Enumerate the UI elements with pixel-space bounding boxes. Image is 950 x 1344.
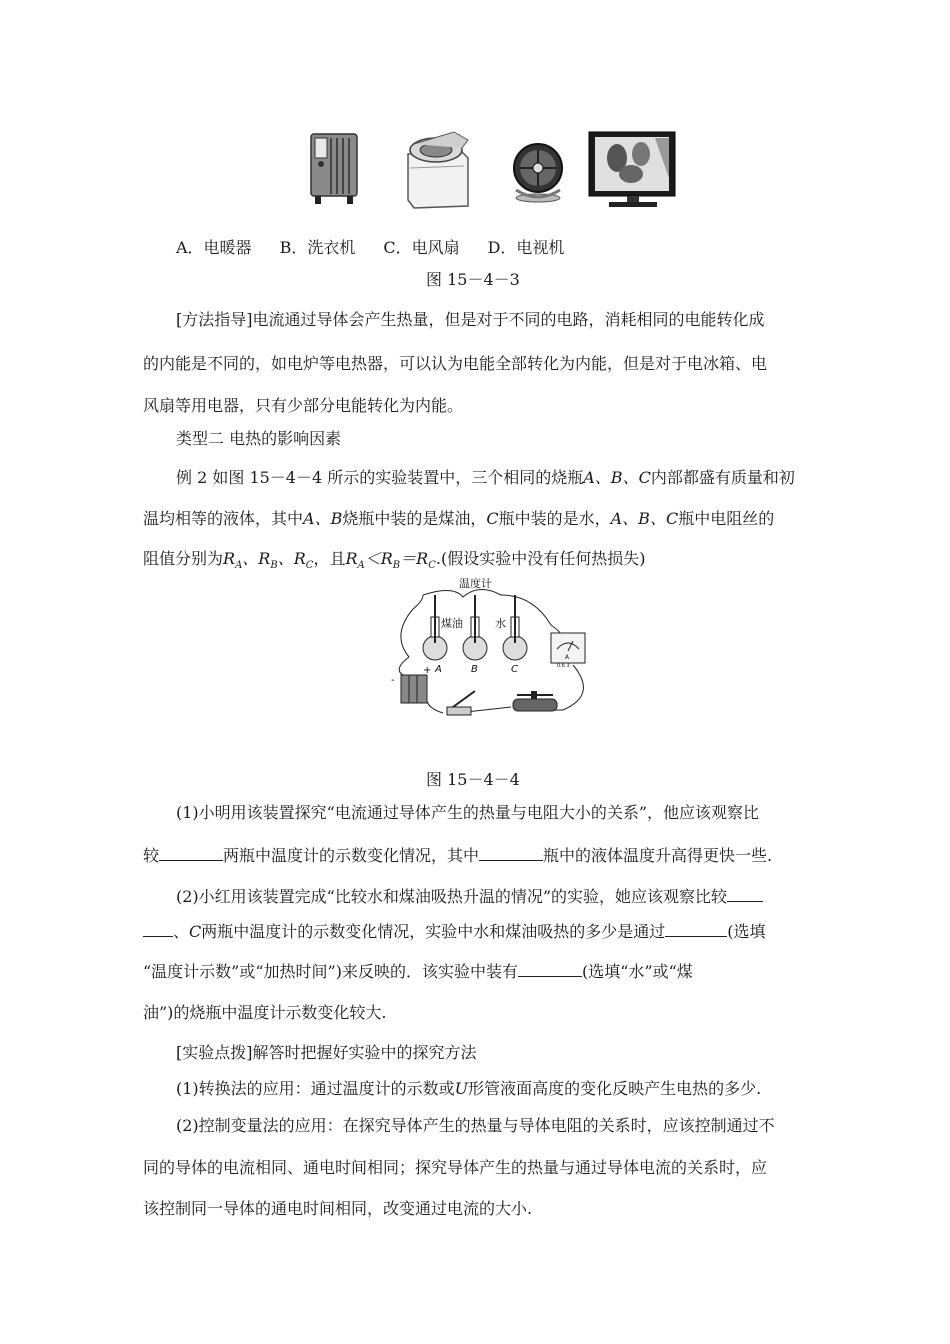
question2-line-3: “温度计示数”或“加热时间”)来反映的．该实验中装有 (选填“水”或“煤 [143,962,693,981]
tips-line-3: 同的导体的电流相同、通电时间相同；探究导体产生的热量与通过导体电流的关系时，应 [143,1158,768,1177]
question2-line-2: 、C两瓶中温度计的示数变化情况，实验中水和煤油吸热的多少是通过 (选填 [143,919,766,942]
label-a: A [435,664,442,675]
option-c: C．电风扇 [383,238,460,257]
battery-plus: + [423,665,432,676]
answer-blank-1[interactable] [159,846,223,861]
tips-line-1: (1)转换法的应用：通过温度计的示数或U形管液面高度的变化反映产生电热的多少. [176,1079,762,1098]
method-guide-line-1: [方法指导]电流通过导体会产生热量，但是对于不同的电路，消耗相同的电能转化成 [176,310,765,329]
option-d: D．电视机 [487,238,565,257]
electric-heater-icon [305,128,365,208]
method-guide-line-3: 风扇等用电器，只有少部分电能转化为内能。 [143,396,464,415]
example2-line-3: 阻值分别为$R_A$、$R_B$、$R_C$，且$R_A<R_B=R_C$.(假设实验中没有任何热损失) [143,549,646,572]
tips-heading: [实验点拨]解答时把握好实验中的探究方法 [176,1043,477,1062]
label-thermometer: 温度计 [459,577,492,590]
question1-line-2: 较 两瓶中温度计的示数变化情况，其中 瓶中的液体温度升高得更快一些. [143,846,773,865]
tips-line-2: (2)控制变量法的应用：在探究导体产生的热量与导体电阻的关系时，应该控制通过不 [176,1116,775,1135]
question2-line-1: (2)小红用该装置完成“比较水和煤油吸热升温的情况”的实验，她应该观察比较 [176,884,763,907]
option-a: A．电暖器 [176,238,252,257]
washing-machine-icon [398,128,478,210]
label-water: 水 [495,617,506,630]
question1-line-1: (1)小明用该装置探究“电流通过导体产生的热量与电阻大小的关系”，他应该观察比 [176,803,760,822]
circuit-diagram [383,575,603,725]
method-guide-line-2: 的内能是不同的，如电炉等电热器，可以认为电能全部转化为内能，但是对于电冰箱、电 [143,354,768,373]
ammeter-scale: 0.6 3 [557,663,570,669]
answer-blank-4[interactable] [665,922,727,937]
label-c: C [511,664,518,675]
ammeter-label: A [565,654,570,661]
label-b: B [471,664,478,675]
answer-blank-3b[interactable] [143,922,173,937]
answer-blank-2[interactable] [479,846,543,861]
appliance-options [176,235,564,258]
television-icon [587,128,679,210]
tips-line-4: 该控制同一导体的通电时间相同，改变通过电流的大小. [143,1199,533,1218]
example2-line-2: 温均相等的液体，其中A、B烧瓶中装的是煤油，C瓶中装的是水，A、B、C瓶中电阻丝的 [143,509,775,528]
question2-line-4: 油”)的烧瓶中温度计示数变化较大. [143,1003,387,1022]
label-kerosene: 煤油 [441,617,463,630]
type2-heading: 类型二 电热的影响因素 [176,429,342,448]
example2-line-1: 例 2 如图 15－4－4 所示的实验装置中，三个相同的烧瓶A、B、C内部都盛有质量和初 [176,468,795,487]
answer-blank-3a[interactable] [727,887,763,902]
figure-caption-15-4-3: 图 15－4－3 [426,270,520,289]
answer-blank-5[interactable] [518,962,582,977]
option-b: B．洗衣机 [279,238,356,257]
battery-minus: - [391,675,395,686]
electric-fan-icon [508,138,570,204]
figure-caption-15-4-4: 图 15－4－4 [426,770,520,789]
